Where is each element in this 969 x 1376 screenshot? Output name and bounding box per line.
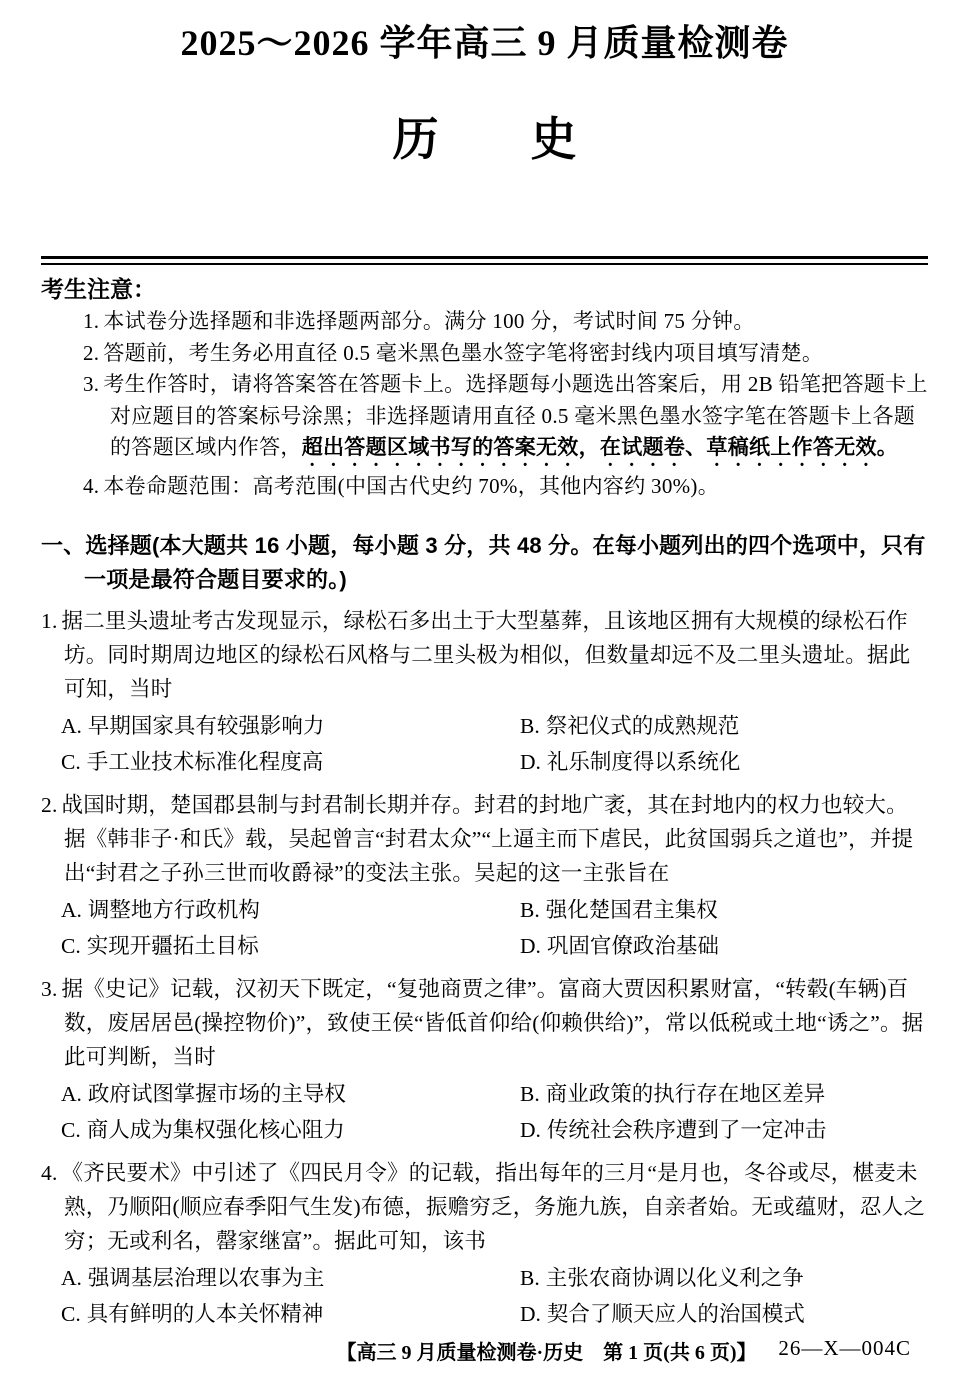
- option-c: [61, 1112, 520, 1149]
- option-text: 商业政策的执行存在地区差异: [545, 1081, 826, 1106]
- option-label: C.: [61, 1118, 81, 1143]
- question-2: [41, 788, 928, 965]
- option-label: A.: [61, 1265, 82, 1290]
- footer-paper-code: 26—X—004C: [778, 1336, 911, 1360]
- option-d: [520, 928, 928, 965]
- option-text: 主张农商协调以化义利之争: [545, 1265, 804, 1290]
- option-label: C.: [61, 750, 81, 775]
- question-stem-text: 战国时期，楚国郡县制与封君制长期并存。封君的封地广袤，其在封地内的权力也较大。据《韩非子·和氏》载，吴起曾言“封君太众”“上逼主而下虐民，此贫国弱兵之道也”，并提出“封君之子孙三世而收爵禄”的变法主张。吴起的这一主张旨在: [61, 792, 914, 885]
- question-number: 1.: [41, 608, 58, 633]
- option-grid: [61, 708, 928, 781]
- question-1: [41, 604, 928, 781]
- option-grid: [61, 1260, 928, 1333]
- notice-heading: 考生注意：: [41, 276, 156, 303]
- question-stem-text: 《齐民要术》中引述了《四民月令》的记载，指出每年的三月“是月也，冬谷或尽，椹麦未熟，乃顺阳(顺应春季阳气生发)布德，振赡穷乏，务施九族，自亲者始。无或蕴财，忍人之穷；无或利名，罄家继富”。据此可知，该书: [61, 1160, 926, 1253]
- option-label: B.: [520, 1081, 540, 1106]
- option-c: [61, 928, 520, 965]
- option-label: D.: [520, 750, 541, 775]
- option-text: 传统社会秩序遭到了一定冲击: [546, 1118, 827, 1143]
- question-4: [41, 1156, 928, 1333]
- question-number: 2.: [41, 792, 58, 817]
- notice-item-2: [83, 338, 928, 370]
- question-stem: [41, 1156, 928, 1258]
- notice-item-4: [83, 471, 928, 503]
- footer-paper-label: 【高三 9 月质量检测卷·历史 第 1 页(共 6 页)】: [336, 1342, 757, 1364]
- option-label: B.: [520, 1265, 540, 1290]
- question-number: 4.: [41, 1160, 58, 1185]
- notice-item-text: 答题前，考生务必用直径 0.5 毫米黑色墨水签字笔将密封线内项目填写清楚。: [103, 340, 824, 365]
- option-text: 政府试图掌握市场的主导权: [87, 1081, 346, 1106]
- section-heading-multiple-choice: 一、选择题(本大题共 16 小题，每小题 3 分，共 48 分。在每小题列出的四个选项中，只有一项是最符合题目要求的。): [41, 532, 926, 592]
- option-text: 强化楚国君主集权: [545, 897, 718, 922]
- option-label: A.: [61, 1081, 82, 1106]
- option-a: [61, 892, 520, 929]
- option-text: 实现开疆拓土目标: [86, 934, 259, 959]
- option-text: 商人成为集权强化核心阻力: [86, 1118, 345, 1143]
- option-grid: [61, 892, 928, 965]
- option-label: D.: [520, 934, 541, 959]
- notice-item-text: 本试卷分选择题和非选择题两部分。满分 100 分，考试时间 75 分钟。: [103, 309, 755, 334]
- question-stem-text: 据二里头遗址考古发现显示，绿松石多出土于大型墓葬，且该地区拥有大规模的绿松石作坊。同时期周边地区的绿松石风格与二里头极为相似，但数量却远不及二里头遗址。据此可知，当时: [61, 608, 911, 701]
- option-grid: [61, 1076, 928, 1149]
- question-stem-text: 据《史记》记载，汉初天下既定，“复弛商贾之律”。富商大贾因积累财富，“转毂(车辆)百数，废居居邑(操控物价)”，致使王侯“皆低首仰给(仰赖供给)”，常以低税或土地“诱之”。据此可判断，当时: [61, 976, 924, 1069]
- page-footer: [0, 1336, 969, 1362]
- notice-item-text: 考生作答时，请将答案答在答题卡上。选择题每小题选出答案后，用 2B 铅笔把答题卡上对应题目的答案标号涂黑；非选择题请用直径 0.5 毫米黑色墨水签字笔在答题卡上各题的答题区域内作答，: [103, 372, 928, 460]
- option-d: [520, 1296, 928, 1333]
- notice-item-number: 1.: [83, 309, 100, 334]
- option-b: [520, 1076, 928, 1113]
- option-text: 手工业技术标准化程度高: [86, 750, 324, 775]
- option-c: [61, 744, 520, 781]
- option-a: [61, 1076, 520, 1113]
- option-a: [61, 1260, 520, 1297]
- option-label: C.: [61, 1302, 81, 1327]
- notice-item-1: [83, 306, 928, 338]
- option-text: 强调基层治理以农事为主: [87, 1265, 325, 1290]
- option-b: [520, 708, 928, 745]
- option-text: 调整地方行政机构: [87, 897, 260, 922]
- option-b: [520, 1260, 928, 1297]
- option-text: 祭祀仪式的成熟规范: [545, 713, 740, 738]
- notice-list: [83, 306, 928, 503]
- option-label: B.: [520, 713, 540, 738]
- option-label: B.: [520, 897, 540, 922]
- option-text: 礼乐制度得以系统化: [546, 750, 741, 775]
- notice-item-3: [83, 369, 928, 471]
- question-3: [41, 972, 928, 1149]
- option-label: C.: [61, 934, 81, 959]
- question-number: 3.: [41, 976, 58, 1001]
- notice-item-number: 2.: [83, 340, 100, 365]
- option-label: A.: [61, 897, 82, 922]
- header-divider: [41, 256, 928, 265]
- option-c: [61, 1296, 520, 1333]
- option-b: [520, 892, 928, 929]
- option-text: 契合了顺天应人的治国模式: [546, 1302, 805, 1327]
- option-text: 巩固官僚政治基础: [546, 934, 719, 959]
- question-stem: [41, 972, 928, 1074]
- exam-title: 2025～2026 学年高三 9 月质量检测卷: [180, 23, 789, 63]
- notice-item-number: 3.: [83, 372, 100, 397]
- notice-item-number: 4.: [83, 474, 100, 499]
- option-d: [520, 1112, 928, 1149]
- option-label: D.: [520, 1302, 541, 1327]
- question-stem: [41, 788, 928, 890]
- option-d: [520, 744, 928, 781]
- exam-subject: 历 史: [392, 113, 577, 165]
- option-label: A.: [61, 713, 82, 738]
- option-a: [61, 708, 520, 745]
- notice-item-text: 本卷命题范围：高考范围(中国古代史约 70%，其他内容约 30%)。: [103, 474, 720, 499]
- notice-item-emphasis-text: 超出答题区域书写的答案无效，在试题卷、草稿纸上作答无效。: [301, 436, 899, 460]
- option-text: 早期国家具有较强影响力: [87, 713, 325, 738]
- option-label: D.: [520, 1118, 541, 1143]
- question-stem: [41, 604, 928, 706]
- option-text: 具有鲜明的人本关怀精神: [86, 1302, 324, 1327]
- question-list: [41, 604, 928, 1333]
